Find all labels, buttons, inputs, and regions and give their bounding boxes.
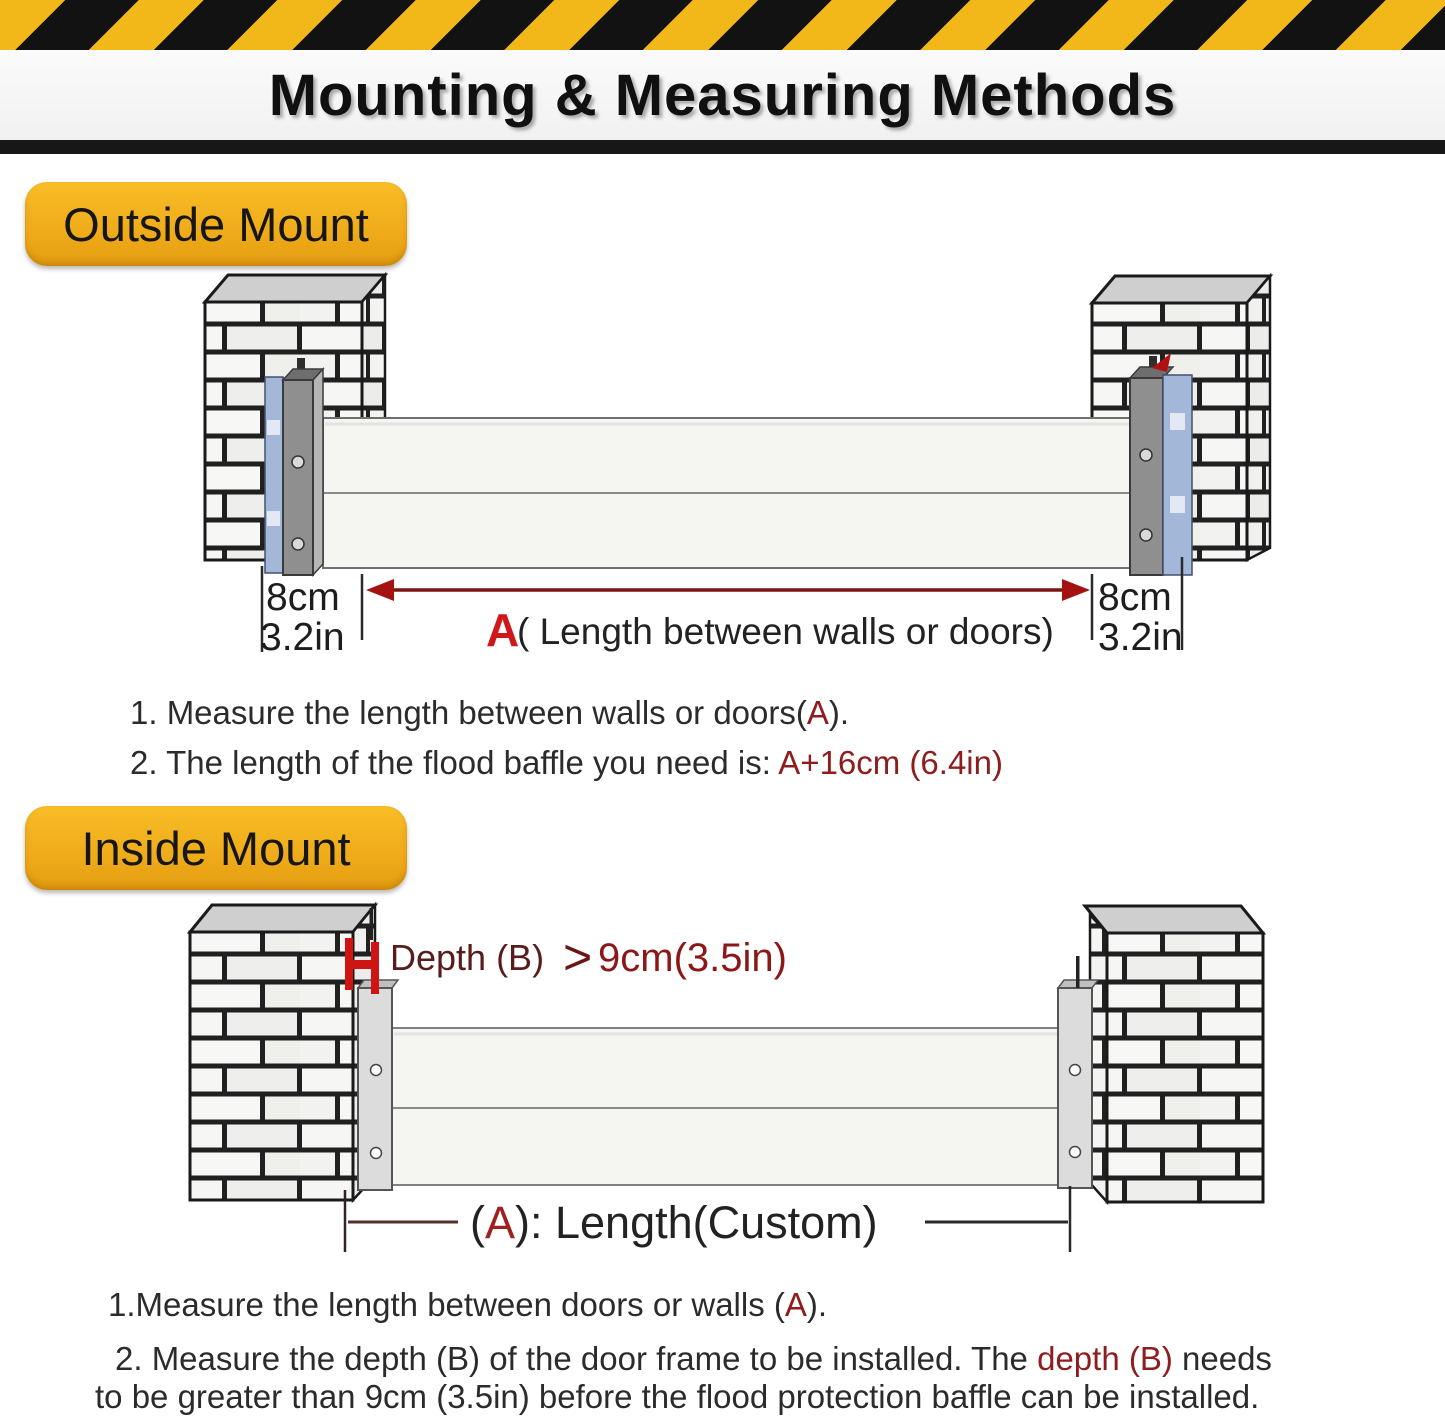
step-text: needs [1172,1340,1272,1377]
channel-bar [358,988,392,1190]
inside-right-wall-pillar [1085,906,1263,1202]
screw-hole [371,1148,382,1159]
step-text: ). [828,694,850,731]
pillar-side-face [362,275,385,420]
pillar-top-face [190,905,375,932]
arrowhead-left [366,579,394,601]
anchor-pin [1076,956,1080,988]
inside-step-2-line-2 [95,1378,1259,1416]
screw-hole [1140,529,1152,541]
screw-hole [1070,1147,1081,1158]
pillar-top-face [1085,906,1263,933]
dim-left-cm-label: 8cm [266,576,340,619]
step-text: 1.Measure the length between doors or walls ( [108,1286,785,1323]
page-title: Mounting & Measuring Methods [268,62,1177,128]
depth-value: 9cm(3.5in) [598,936,787,980]
pillar-front-face [1107,933,1263,1202]
step-text: ). [806,1286,828,1323]
step-highlight: A [806,694,829,731]
step-highlight: A+16cm (6.4in) [778,744,1003,781]
screw-hole [292,456,304,468]
length-a-highlight: A [485,1197,516,1248]
screw-hole [1140,449,1152,461]
step-text: 2. Measure the depth (B) of the door frame to be installed. The [115,1340,1038,1377]
left-seal-strip [265,377,283,573]
screw-hole [1070,1065,1081,1076]
seal-screw-mark [267,420,280,435]
title-band [0,50,1445,140]
length-arrow [366,579,1090,601]
step-highlight: A [784,1286,807,1323]
dim-left-in-label: 3.2in [260,616,345,659]
screw-hole [371,1065,382,1076]
depth-gt-sign: > [563,929,593,985]
inside-step-1 [108,1286,827,1324]
screw-hole [292,538,304,550]
depth-label: Depth (B) [390,937,545,978]
channel-bar [1130,378,1163,575]
arrowhead-right [1062,579,1090,601]
seal-screw-mark [1170,413,1185,430]
inside-mount-badge: Inside Mount [25,806,407,890]
inside-step-2 [115,1340,1272,1378]
anchor-pin [370,908,374,940]
pillar-front-face [190,932,353,1200]
step-text: 2. The length of the flood baffle you need is: [130,744,779,781]
right-mounting-channel [1130,353,1192,575]
right-seal-strip [1163,375,1192,575]
hazard-stripes [0,0,1445,50]
length-arrow-label: ( Length between walls or doors) [517,611,1054,652]
pillar-side-face [1247,276,1270,560]
left-mounting-channel [358,980,398,1190]
outside-step-1 [130,694,849,732]
left-mounting-channel [283,369,323,575]
step-text: to be greater than 9cm (3.5in) before the flood protection baffle can be installed. [95,1378,1260,1415]
pillar-top-face [1092,276,1270,303]
seal-screw-mark [267,511,280,526]
inside-length-label: (A): Length(Custom) [470,1197,878,1248]
outside-step-2 [130,744,1003,782]
right-mounting-channel [1058,956,1098,1188]
step-text: 1. Measure the length between walls or doors( [130,694,807,731]
header-divider [0,140,1445,154]
baffle-body [392,1028,1060,1185]
dim-right-cm-label: 8cm [1098,576,1172,619]
dim-right-in-label: 3.2in [1098,616,1183,659]
step-highlight: depth (B) [1037,1340,1173,1377]
flood-baffle-panels [323,418,1135,568]
length-a-label: A [486,604,520,656]
outside-mount-diagram [0,268,1445,688]
outside-mount-badge: Outside Mount [25,182,407,266]
pillar-top-face [205,275,385,302]
flood-baffle-panels [392,1028,1060,1185]
inside-mount-diagram [0,898,1445,1270]
channel-side-bevel [313,369,323,575]
seal-screw-mark [1170,496,1185,513]
